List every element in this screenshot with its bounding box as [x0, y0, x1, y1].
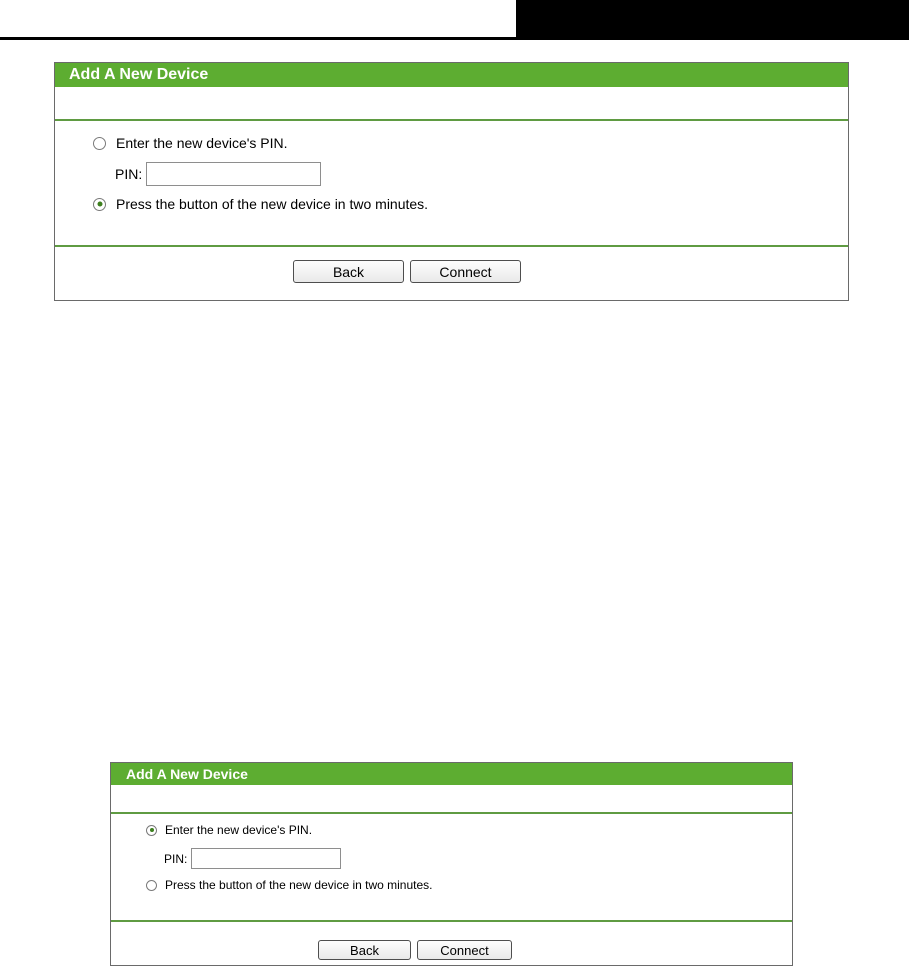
pin-label: PIN: [164, 851, 188, 866]
radio-enter-pin[interactable] [93, 137, 106, 150]
option-push-button[interactable] [93, 196, 428, 212]
back-button[interactable]: Back [318, 940, 411, 960]
add-device-panel-1 [54, 62, 849, 301]
pin-input[interactable] [191, 848, 341, 869]
radio-enter-pin[interactable] [146, 825, 157, 836]
pin-row [164, 848, 341, 869]
panel-title: Add A New Device [55, 63, 848, 87]
option-push-button-label: Press the button of the new device in two minutes. [116, 196, 429, 212]
separator [111, 812, 792, 814]
header-rule [0, 37, 909, 40]
radio-push-button[interactable] [146, 880, 157, 891]
pin-row [115, 162, 321, 186]
pin-label: PIN: [115, 166, 143, 182]
back-button[interactable]: Back [293, 260, 404, 283]
option-enter-pin-label: Enter the new device's PIN. [165, 823, 313, 837]
separator [111, 920, 792, 922]
option-push-button[interactable] [146, 878, 432, 892]
panel-title: Add A New Device [111, 763, 792, 785]
document-header [0, 0, 909, 40]
option-enter-pin[interactable] [146, 823, 312, 837]
radio-push-button[interactable] [93, 198, 106, 211]
add-device-panel-2 [110, 762, 793, 966]
option-push-button-label: Press the button of the new device in two minutes. [165, 878, 433, 892]
option-enter-pin[interactable] [93, 135, 288, 151]
connect-button[interactable]: Connect [417, 940, 512, 960]
pin-input[interactable] [146, 162, 321, 186]
option-enter-pin-label: Enter the new device's PIN. [116, 135, 288, 151]
header-black-band [516, 0, 909, 37]
separator [55, 119, 848, 121]
connect-button[interactable]: Connect [410, 260, 521, 283]
separator [55, 245, 848, 247]
